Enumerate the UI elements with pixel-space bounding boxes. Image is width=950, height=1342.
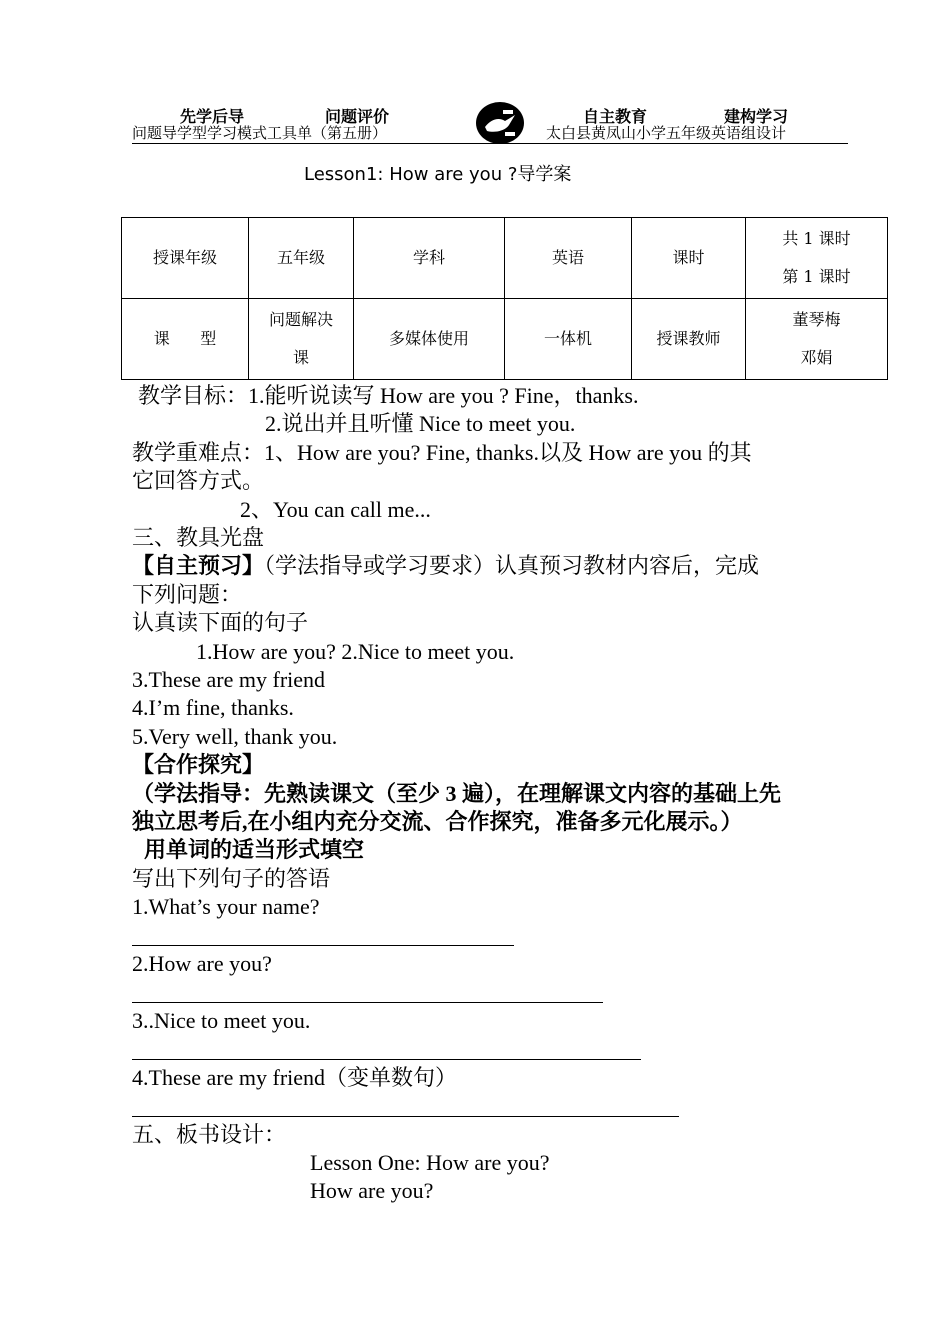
sentence-4: 4.I’m fine, thanks. — [132, 695, 294, 720]
key-point-2: 2、You can call me... — [240, 497, 431, 522]
answer-blank-4[interactable] — [132, 1096, 679, 1117]
teacher-2: 邓娟 — [800, 348, 833, 367]
lesson-type-line-2: 课 — [292, 348, 309, 367]
motto-right-1: 自主教育 — [583, 107, 648, 126]
key-point-1-cont: 它回答方式。 — [132, 468, 265, 493]
school-logo-icon — [475, 101, 525, 145]
table-cell: 多媒体使用 — [354, 299, 505, 380]
cooperation-guide-2: 独立思考后,在小组内充分交流、合作探究，准备多元化展示。） — [132, 809, 743, 834]
header-subtitle-right: 太白县黄凤山小学五年级英语组设计 — [546, 124, 787, 142]
page-title: Lesson1: How are you ?导学案 — [304, 164, 572, 185]
lesson-info-table — [121, 217, 888, 380]
teaching-tools: 三、教具光盘 — [132, 525, 265, 550]
answer-blank-2[interactable] — [132, 982, 603, 1003]
teaching-goal-1: 教学目标：1.能听说读写 How are you ? Fine，thanks. — [138, 383, 639, 408]
sentence-5: 5.Very well, thank you. — [132, 724, 338, 749]
table-cell: 授课年级 — [122, 218, 249, 299]
current-period: 第 1 课时 — [782, 267, 851, 286]
table-cell: 五年级 — [249, 218, 354, 299]
table-cell — [249, 299, 354, 380]
table-row — [122, 299, 888, 380]
table-cell: 学科 — [354, 218, 505, 299]
sentence-1-2: 1.How are you? 2.Nice to meet you. — [196, 639, 515, 664]
key-point-1: 教学重难点：1、How are you? Fine, thanks.以及 How are you 的其 — [132, 440, 752, 465]
question-4: 4.These are my friend（变单数句） — [132, 1065, 458, 1090]
answer-blank-3[interactable] — [132, 1039, 641, 1060]
motto-left-1: 先学后导 — [180, 107, 245, 126]
board-design-heading: 五、板书设计： — [132, 1122, 287, 1147]
lesson-type-line-1: 问题解决 — [268, 310, 333, 329]
table-row — [122, 218, 888, 299]
table-cell: 一体机 — [505, 299, 632, 380]
answer-instruction: 写出下列句子的答语 — [132, 866, 331, 891]
table-cell: 英语 — [505, 218, 632, 299]
read-instruction: 认真读下面的句子 — [132, 610, 309, 635]
sentence-3: 3.These are my friend — [132, 667, 326, 692]
table-cell: 课时 — [632, 218, 746, 299]
preview-heading: 【自主预习】 — [132, 553, 265, 578]
preview-line — [132, 552, 759, 580]
question-2: 2.How are you? — [132, 951, 272, 976]
header-subtitle-left: 问题导学型学习模式工具单（第五册） — [132, 124, 388, 142]
answer-blank-1[interactable] — [132, 925, 514, 946]
motto-right-2: 建构学习 — [724, 107, 789, 126]
fill-blank-instruction: 用单词的适当形式填空 — [144, 837, 365, 862]
question-1: 1.What’s your name? — [132, 894, 320, 919]
board-line-2: How are you? — [310, 1178, 434, 1203]
table-cell — [746, 218, 888, 299]
table-cell — [746, 299, 888, 380]
cooperation-heading: 【合作探究】 — [132, 752, 265, 777]
board-line-1: Lesson One: How are you? — [310, 1150, 550, 1175]
motto-left-2: 问题评价 — [325, 107, 390, 126]
teacher-1: 董琴梅 — [792, 310, 841, 329]
teaching-goal-2: 2.说出并且听懂 Nice to meet you. — [265, 411, 576, 436]
total-periods: 共 1 课时 — [782, 229, 851, 248]
preview-line-2: 下列问题： — [132, 582, 243, 607]
question-3: 3..Nice to meet you. — [132, 1008, 311, 1033]
cooperation-guide-1: （学法指导：先熟读课文（至少 3 遍），在理解课文内容的基础上先 — [132, 781, 782, 806]
table-cell: 授课教师 — [632, 299, 746, 380]
preview-instructions: （学法指导或学习要求）认真预习教材内容后，完成 — [264, 553, 760, 578]
table-cell: 课 型 — [122, 299, 249, 380]
